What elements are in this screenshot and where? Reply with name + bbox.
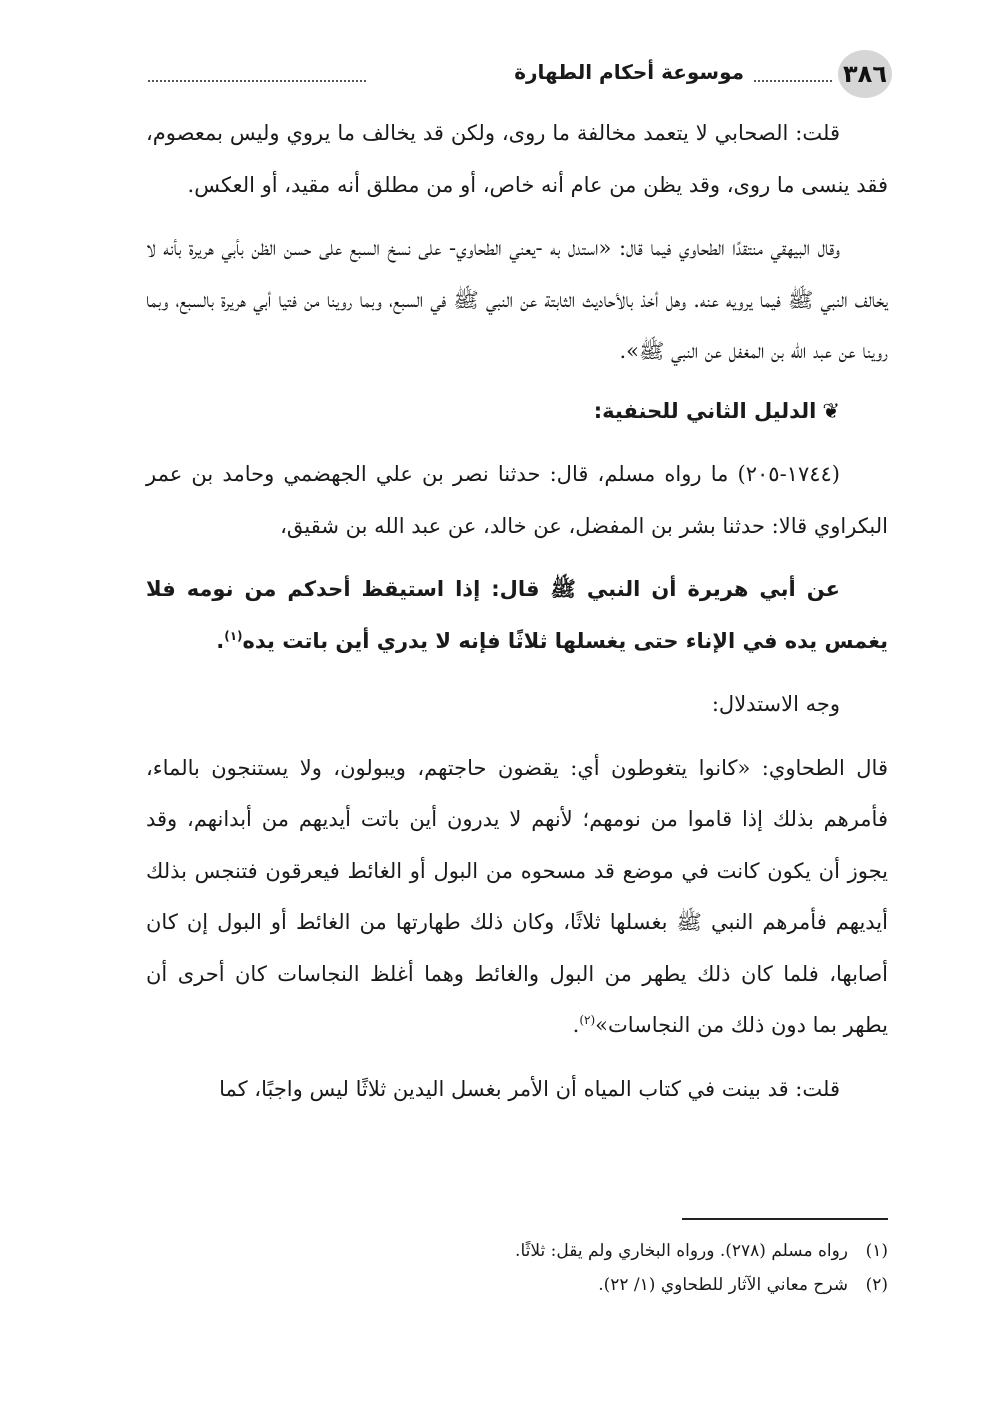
- section-heading: [146, 386, 888, 438]
- page-number: ٣٨٦: [838, 50, 892, 98]
- tahawi-quote: [146, 743, 888, 1052]
- footnote-number: (٢): [865, 1275, 888, 1295]
- footnotes: [128, 1234, 888, 1302]
- main-text: [146, 108, 888, 1115]
- hadith-end: .: [216, 628, 225, 653]
- istidlal-label: وجه الاستدلال:: [711, 692, 840, 716]
- leaf-ornament-icon: ❦: [822, 398, 840, 423]
- paragraph-1: قلت: الصحابي لا يتعمد مخالفة ما روى، ولكن قد يخالف ما يروي وليس بمعصوم، فقد ينسى ما روى، وقد يظن من عام أنه خاص، أو من مطلق أنه مقيد، أو العكس.: [146, 121, 888, 197]
- footnote-text: رواه مسلم (٢٧٨). ورواه البخاري ولم يقل: ثلاثًا.: [515, 1241, 848, 1261]
- section-heading-text: الدليل الثاني للحنفية:: [593, 398, 817, 423]
- paragraph-2: وقال البيهقي منتقدًا الطحاوي فيما قال: «استدل به -يعني الطحاوي- على نسخ السبع على حسن الظن بأبي هريرة بأنه لا يخالف النبي ﷺ فيما يرويه عنه. وهل أخذ بالأحاديث الثابتة عن النبي ﷺ في السبع، وبما روينا من فتيا أبي هريرة بالسبع، وبما روينا عن عبد الله بن المغفل عن النبي ﷺ».: [146, 236, 888, 363]
- page-header: [140, 50, 892, 102]
- footnote-text: شرح معاني الآثار للطحاوي (١/ ٢٢).: [598, 1275, 848, 1295]
- closing-line: قلت: قد بينت في كتاب المياه أن الأمر بغسل اليدين ثلاثًا ليس واجبًا، كما: [219, 1076, 840, 1101]
- hadith-text: [146, 564, 888, 667]
- footnote-separator: [682, 1218, 888, 1220]
- hadith-chain: (١٧٤٤-٢٠٥) ما رواه مسلم، قال: حدثنا نصر بن علي الجهضمي وحامد بن عمر البكراوي قالا: حدثنا بشر بن المفضل، عن خالد، عن عبد الله بن شقيق،: [146, 462, 888, 538]
- header-dots-left: [148, 80, 366, 82]
- book-title: موسوعة أحكام الطهارة: [508, 60, 750, 84]
- tahawi-end: .: [572, 1013, 580, 1037]
- footnote-ref-1[interactable]: (١): [224, 628, 243, 643]
- tahawi-body: قال الطحاوي: «كانوا يتغوطون أي: يقضون حاجتهم، ويبولون، ولا يستنجون بالماء، فأمرهم بذلك إذا قاموا من نومهم؛ لأنهم لا يدرون أين باتت أيديهم من أبدانهم، وقد يجوز أن يكون كانت في موضع قد مسحوه من البول أو الغائط فيعرقون فتنجس بذلك أيديهم فأمرهم النبي ﷺ بغسلها ثلاثًا، وكان ذلك طهارتها من الغائط أو البول إن كان أصابها، فلما كان ذلك يطهر من البول والغائط وهما أغلظ النجاسات كان أحرى أن يطهر بما دون ذلك من النجاسات»: [146, 755, 888, 1037]
- footnote-1: [128, 1234, 888, 1268]
- footnote-2: [128, 1268, 888, 1302]
- hadith-body: عن أبي هريرة أن النبي ﷺ قال: إذا استيقظ أحدكم من نومه فلا يغمس يده في الإناء حتى يغسلها ثلاثًا فإنه لا يدري أين باتت يده: [146, 577, 888, 653]
- header-dots-right: [754, 80, 832, 82]
- footnote-ref-2[interactable]: (٢): [579, 1013, 596, 1027]
- footnote-number: (١): [865, 1241, 888, 1261]
